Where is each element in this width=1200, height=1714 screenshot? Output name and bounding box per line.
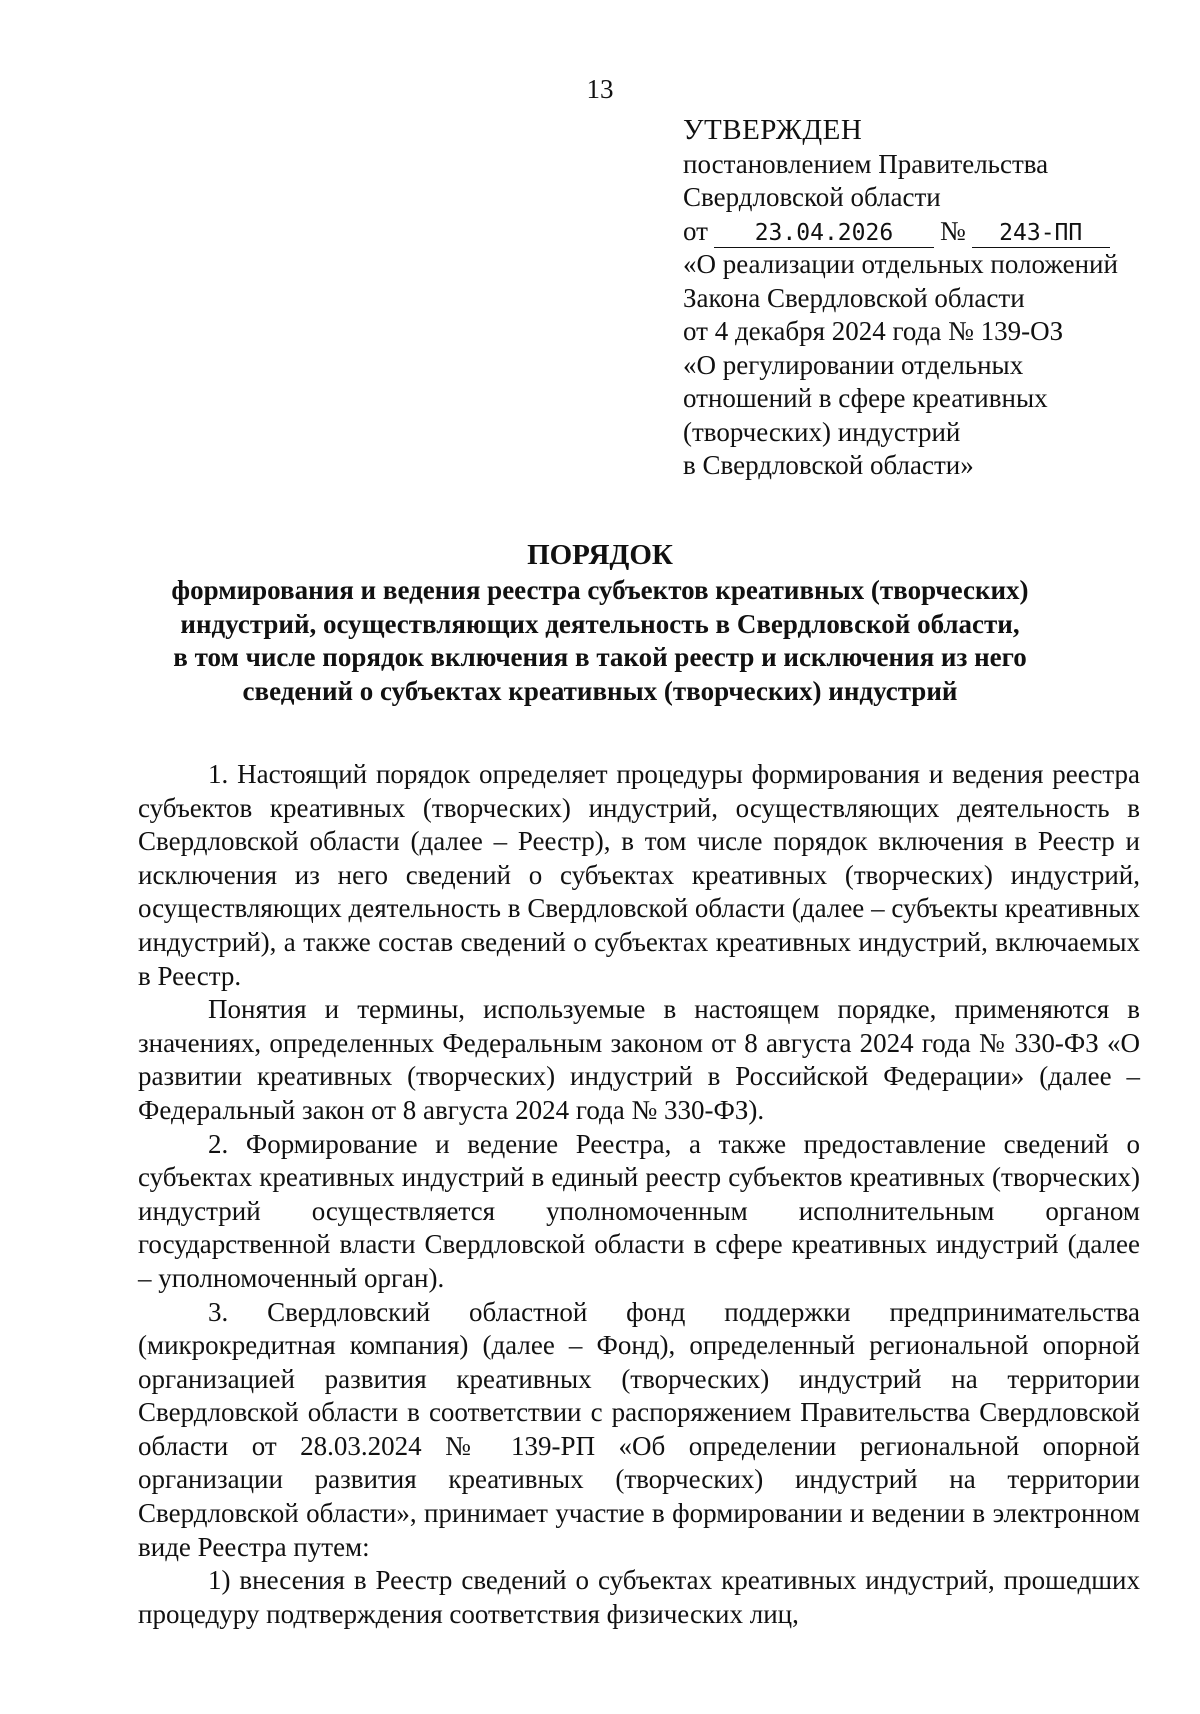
- approval-stamp: [683, 114, 1183, 483]
- approval-line: отношений в сфере креативных: [683, 383, 1048, 413]
- approval-line: «О регулировании отдельных: [683, 349, 1024, 380]
- approval-number: 243-ПП: [972, 220, 1110, 248]
- subtitle-line: индустрий, осуществляющих деятельность в Свердловской области,: [180, 608, 1020, 639]
- document-body: [138, 758, 1140, 1631]
- paragraph-terms: Понятия и термины, используемые в настоящем порядке, применяются в значениях, определенных Федеральным законом от 8 августа 2024 года № 330-ФЗ «О развитии креативных (творческих) индустрий в Российской Федерации» (далее – Федеральный закон от 8 августа 2024 года № 330-ФЗ).: [138, 994, 1140, 1125]
- approval-line: от 4 декабря 2024 года № 139-ОЗ: [683, 316, 1064, 346]
- paragraph-2: 2. Формирование и ведение Реестра, а также предоставление сведений о субъектах креативных индустрий в единый реестр субъектов креативных (творческих) индустрий осуществляется уполномоченным исполнительным органом государственной власти Свердловской области в сфере креативных индустрий (далее – уполномоченный орган).: [138, 1128, 1140, 1293]
- subtitle-line: сведений о субъектах креативных (творческих) индустрий: [242, 675, 958, 706]
- approval-line: (творческих) индустрий: [683, 416, 961, 447]
- document-title: ПОРЯДОК: [527, 539, 673, 571]
- number-prefix: №: [939, 215, 966, 246]
- paragraph-1: 1. Настоящий порядок определяет процедуры формирования и ведения реестра субъектов креативных (творческих) индустрий, осуществляющих деятельность в Свердловской области (далее – Реестр), в том числе порядок включения в Реестр и исключения из него сведений о субъектах креативных (творческих) индустрий, осуществляющих деятельность в Свердловской области (далее – субъекты креативных индустрий), а также состав сведений о субъектах креативных индустрий, включаемых в Реестр.: [138, 759, 1140, 991]
- approval-line: постановлением Правительства: [683, 148, 1049, 179]
- subtitle-line: формирования и ведения реестра субъектов креативных (творческих): [171, 575, 1029, 605]
- approval-line: в Свердловской области»: [683, 450, 974, 480]
- subtitle-line: в том числе порядок включения в такой реестр и исключения из него: [173, 642, 1027, 672]
- approval-line: Закона Свердловской области: [683, 282, 1025, 313]
- approval-line: «О реализации отдельных положений: [683, 249, 1118, 279]
- approval-heading: УТВЕРЖДЕН: [683, 114, 863, 146]
- paragraph-3-item-1: 1) внесения в Реестр сведений о субъектах креативных индустрий, прошедших процедуру подтверждения соответствия физических лиц,: [138, 1565, 1140, 1629]
- date-prefix: от: [683, 215, 708, 246]
- paragraph-3: 3. Свердловский областной фонд поддержки предпринимательства (микрокредитная компания) (далее – Фонд), определенный региональной опорной организацией развития креативных (творческих) индустрий на территории Свердловской области в соответствии с распоряжением Правительства Свердловской области от 28.03.2024 № 139-РП «Об определении региональной опорной организации развития креативных (творческих) индустрий на территории Свердловской области», принимает участие в формировании и ведении в электронном виде Реестра путем:: [138, 1296, 1140, 1562]
- approval-date: 23.04.2026: [714, 220, 934, 248]
- approval-date-line: [683, 215, 1183, 249]
- document-subtitle: [160, 574, 1040, 708]
- page-number: 13: [586, 74, 614, 104]
- approval-line: Свердловской области: [683, 182, 941, 212]
